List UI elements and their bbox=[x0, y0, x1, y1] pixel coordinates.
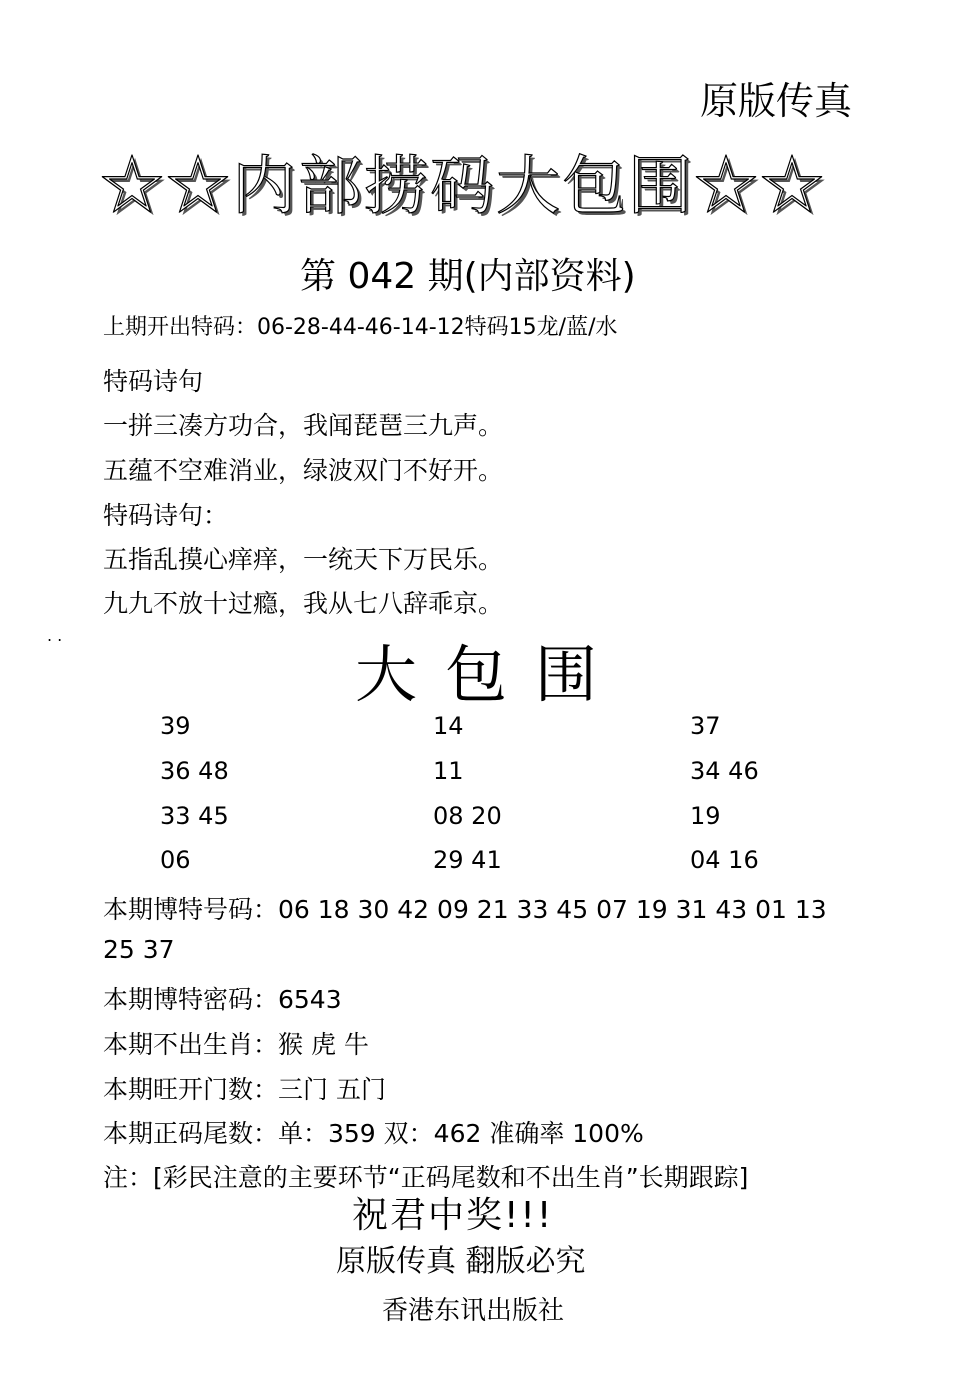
grid-col2-row2: 11 bbox=[433, 757, 464, 785]
stray-dots: . . bbox=[47, 626, 63, 645]
doors-line: 本期旺开门数：三门 五门 bbox=[103, 1075, 386, 1104]
grid-col3-row2: 34 46 bbox=[690, 757, 759, 785]
grid-col1-row1: 39 bbox=[160, 712, 191, 740]
grid-col3-row4: 04 16 bbox=[690, 846, 759, 874]
poem-line-1: 一拼三凑方功合，我闻琵琶三九声。 bbox=[103, 411, 504, 440]
grid-col1-row4: 06 bbox=[160, 846, 191, 874]
grid-col2-row3: 08 20 bbox=[433, 802, 502, 830]
issue-line: 第 042 期(内部资料) bbox=[300, 256, 636, 297]
poem-line-2: 五蕴不空难消业，绿波双门不好开。 bbox=[103, 456, 504, 485]
secret-code-line: 本期博特密码：6543 bbox=[103, 985, 342, 1014]
no-zodiac-line: 本期不出生肖：猴 虎 牛 bbox=[103, 1030, 369, 1059]
grid-col2-row4: 29 41 bbox=[433, 846, 502, 874]
main-title bbox=[100, 135, 870, 227]
wish-text: 祝君中奖!!! bbox=[352, 1195, 554, 1236]
poem-line-3: 五指乱摸心痒痒，一统天下万民乐。 bbox=[103, 545, 504, 574]
copyright-text: 原版传真 翻版必究 bbox=[336, 1244, 586, 1279]
last-result-line: 上期开出特码：06-28-44-46-14-12特码15龙/蓝/水 bbox=[103, 315, 618, 340]
big-title: 大包围 bbox=[355, 638, 626, 711]
poem-heading-1: 特码诗句 bbox=[103, 367, 204, 396]
grid-col2-row1: 14 bbox=[433, 712, 464, 740]
grid-col1-row3: 33 45 bbox=[160, 802, 229, 830]
special-numbers-line-1: 本期博特号码：06 18 30 42 09 21 33 45 07 19 31 43 01 13 bbox=[103, 895, 827, 924]
note-line: 注：[彩民注意的主要环节“正码尾数和不出生肖”长期跟踪] bbox=[103, 1163, 749, 1192]
grid-col1-row2: 36 48 bbox=[160, 757, 229, 785]
publisher-text: 香港东讯出版社 bbox=[382, 1296, 565, 1326]
grid-col3-row1: 37 bbox=[690, 712, 721, 740]
tail-numbers-line: 本期正码尾数：单：359 双：462 准确率 100% bbox=[103, 1119, 644, 1148]
top-right-label: 原版传真 bbox=[700, 79, 853, 123]
poem-line-4: 九九不放十过瘾，我从七八辞乖京。 bbox=[103, 589, 504, 618]
main-title-text: ☆☆内部捞码大包围☆☆ bbox=[100, 150, 826, 224]
grid-col3-row3: 19 bbox=[690, 802, 721, 830]
poem-heading-2: 特码诗句： bbox=[103, 501, 229, 530]
special-numbers-line-2: 25 37 bbox=[103, 935, 175, 964]
